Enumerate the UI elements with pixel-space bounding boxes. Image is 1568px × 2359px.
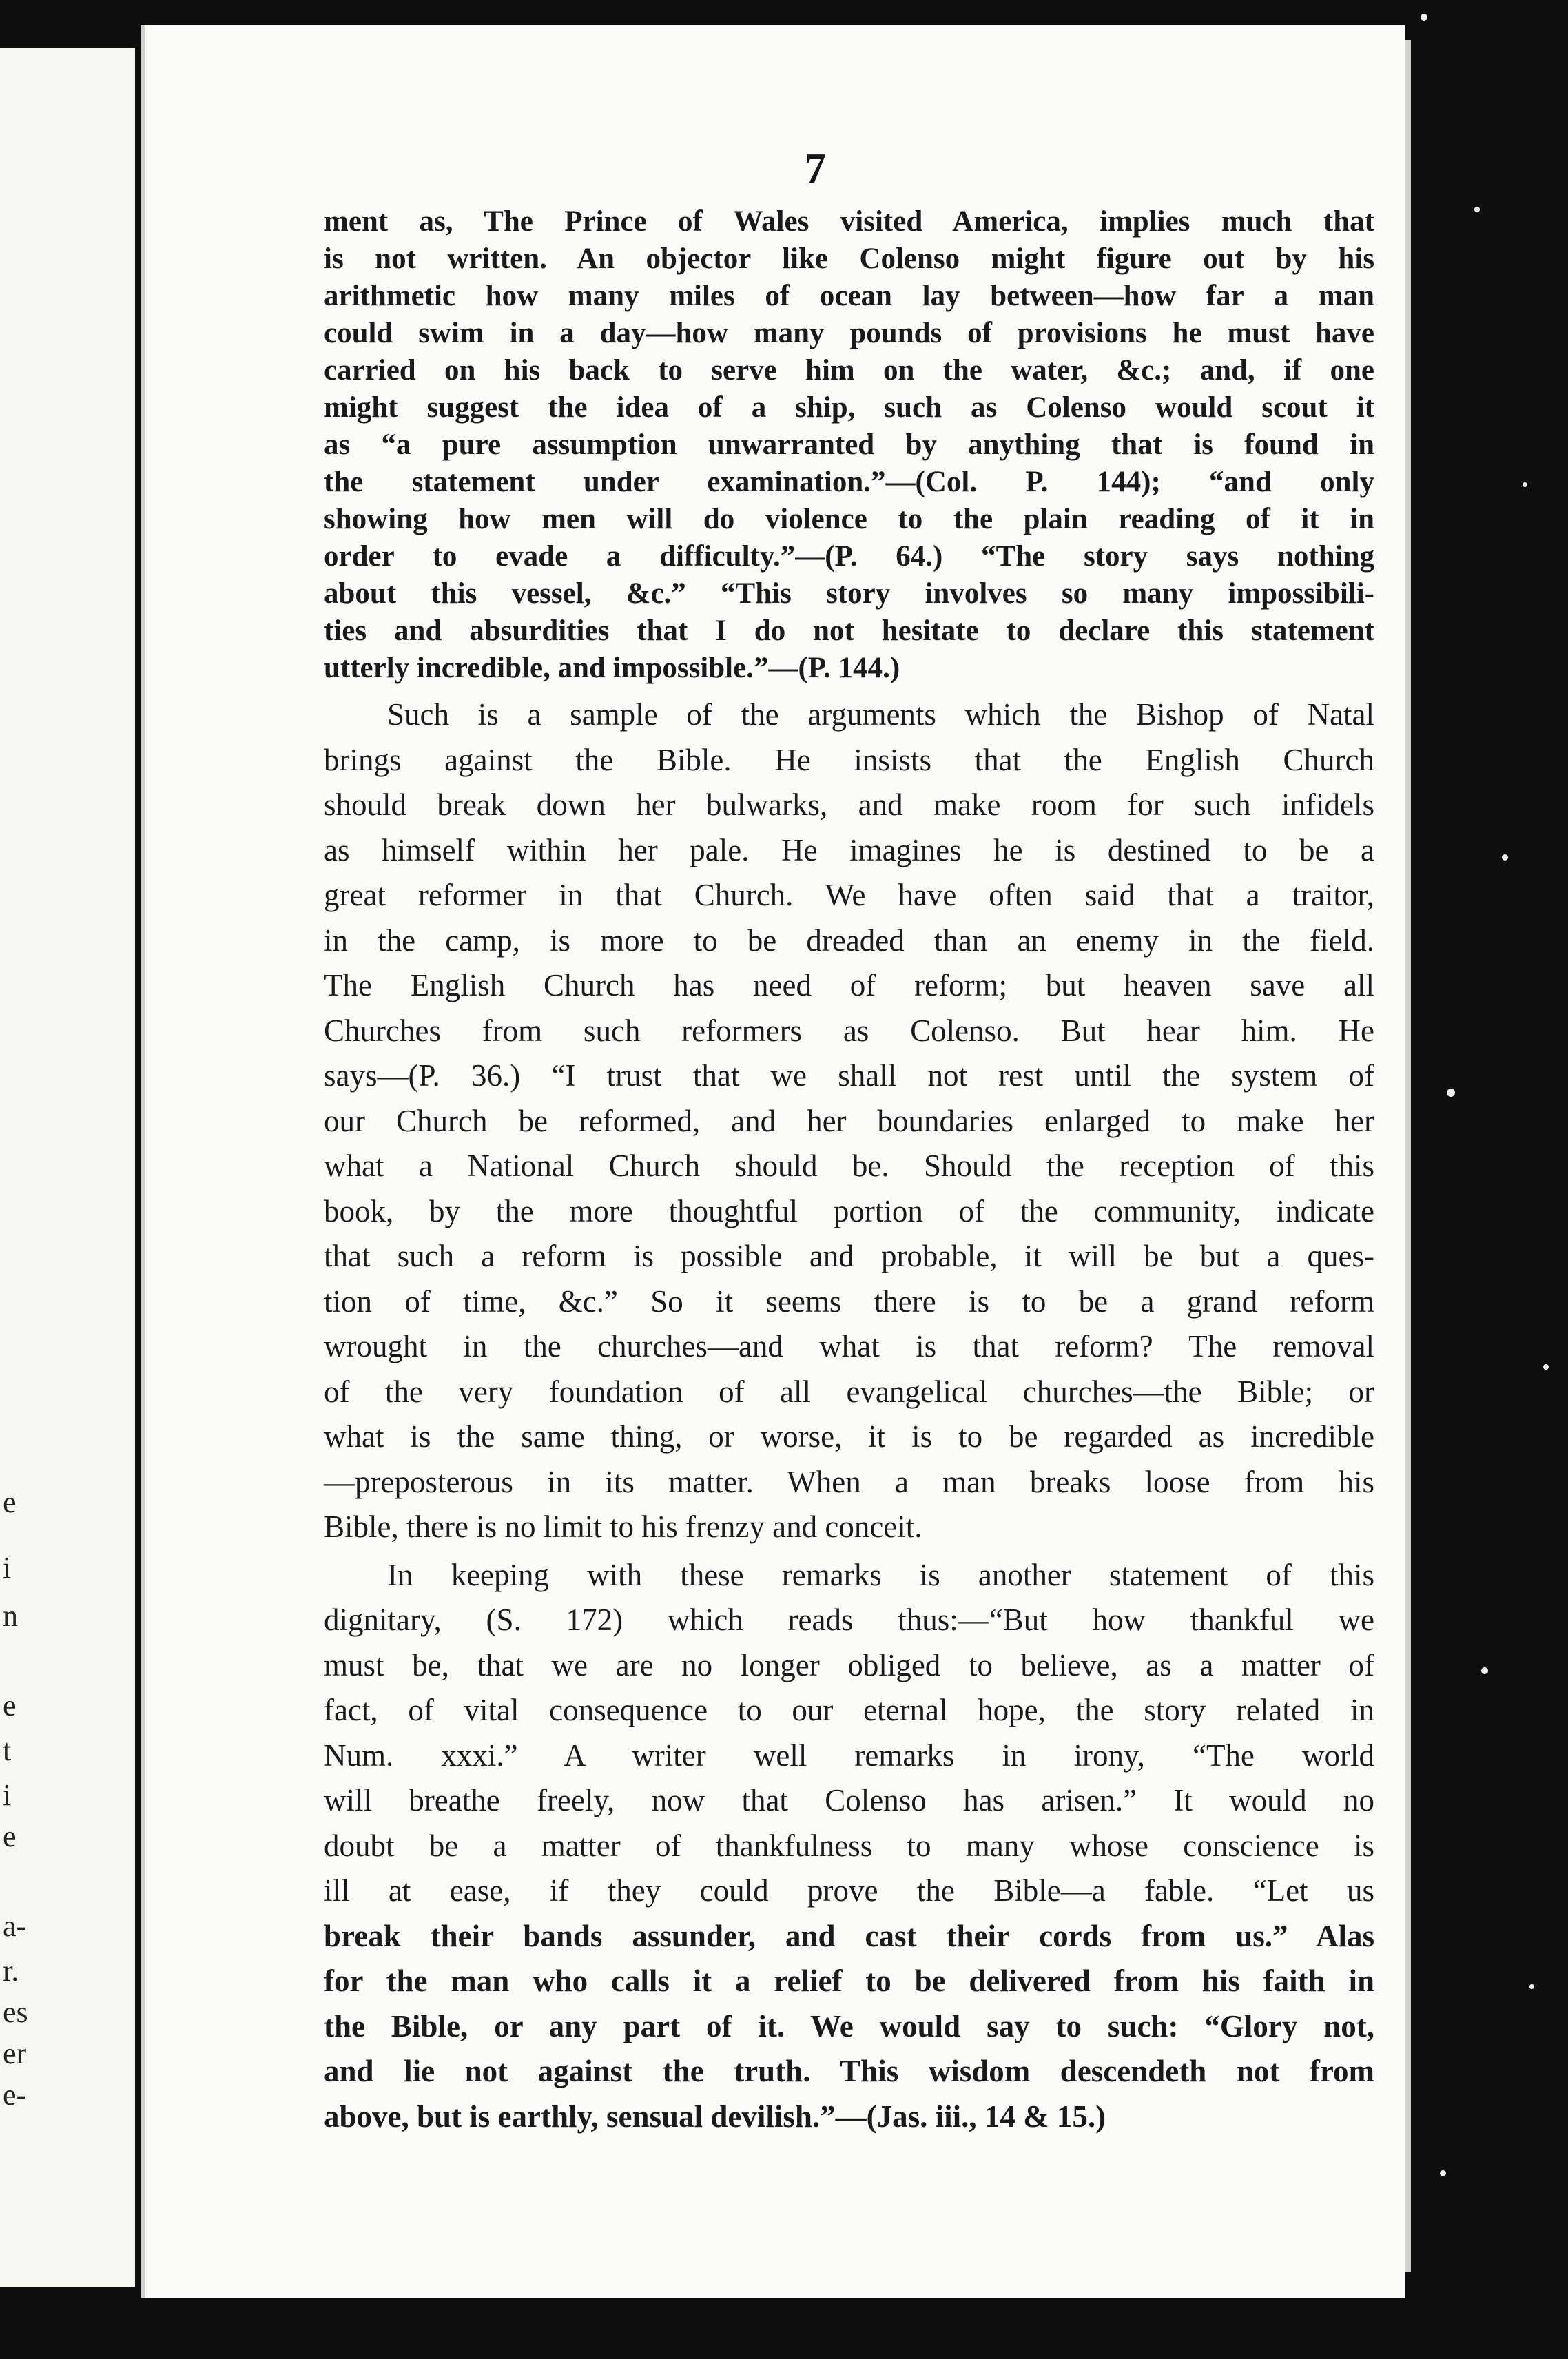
text-line: will breathe freely, now that Colenso has arisen.” It would no [324,1783,1374,1817]
text-line: of the very foundation of all evangelical churches—the Bible; or [324,1374,1374,1409]
left-fragment: er [3,2037,27,2070]
scan-speck [1447,1089,1455,1097]
scan-speck [1543,1364,1549,1370]
text-line: ill at ease, if they could prove the Bible—a fable. “Let us [324,1873,1374,1908]
left-fragment: i [3,1551,12,1585]
text-line: The English Church has need of reform; but heaven save all [324,968,1374,1002]
text-line: order to evade a difficulty.”—(P. 64.) “The story says nothing [324,540,1374,573]
text-line: could swim in a day—how many pounds of provisions he must have [324,317,1374,349]
left-fragment: a- [3,1909,27,1943]
text-line: the statement under examination.”—(Col. P. 144); “and only [324,466,1374,498]
paragraph-3 [324,1553,1374,2140]
text-line: must be, that we are no longer obliged to believe, as a matter of [324,1647,1374,1682]
left-fragment: e [3,1820,17,1853]
text-line: might suggest the idea of a ship, such as Colenso would scout it [324,391,1374,424]
text-line: that such a reform is possible and probable, it will be but a ques- [324,1239,1374,1273]
text-line: —preposterous in its matter. When a man breaks loose from his [324,1464,1374,1499]
scan-speck [1529,1984,1534,1989]
text-line: for the man who calls it a relief to be delivered from his faith in [324,1964,1374,1998]
text-line: great reformer in that Church. We have often said that a traitor, [324,878,1374,912]
text-line: as “a pure assumption unwarranted by anything that is found in [324,429,1374,461]
scan-speck [1421,14,1427,21]
text-line: the Bible, or any part of it. We would say to such: “Glory not, [324,2008,1374,2043]
text-line: above, but is earthly, sensual devilish.”—(Jas. iii., 14 & 15.) [324,2099,1106,2134]
text-line: dignitary, (S. 172) which reads thus:—“But how thankful we [324,1603,1374,1637]
text-line: Churches from such reformers as Colenso. But hear him. He [324,1013,1374,1048]
text-line: Bible, there is no limit to his frenzy and conceit. [324,1510,922,1544]
left-fragment: es [3,1995,28,2029]
text-line: what a National Church should be. Should the reception of this [324,1148,1374,1183]
left-fragment: i [3,1778,12,1812]
text-line: as himself within her pale. He imagines he is destined to be a [324,832,1374,867]
left-fragment: e [3,1485,17,1519]
text-line: break their bands assunder, and cast their cords from us.” Alas [324,1918,1374,1953]
paragraph-1 [324,203,1374,687]
text-line: arithmetic how many miles of ocean lay between—how far a man [324,280,1374,312]
text-line: book, by the more thoughtful portion of the community, indicate [324,1193,1374,1228]
text-line: is not written. An objector like Colenso might figure out by his [324,243,1374,275]
text-line: showing how men will do violence to the plain reading of it in [324,503,1374,535]
text-line: fact, of vital consequence to our eternal hope, the story related in [324,1693,1374,1727]
text-line: in the camp, is more to be dreaded than an enemy in the field. [324,923,1374,958]
text-line: should break down her bulwarks, and make room for such infidels [324,787,1374,822]
text-line: brings against the Bible. He insists that the English Church [324,742,1374,777]
left-fragment: t [3,1733,12,1767]
text-line: ment as, The Prince of Wales visited America, implies much that [324,205,1374,238]
scan-speck [1523,482,1527,487]
text-line: carried on his back to serve him on the water, &c.; and, if one [324,354,1374,387]
left-fragment: r. [3,1954,19,1988]
text-line: and lie not against the truth. This wisdom descendeth not from [324,2054,1374,2088]
text-line: wrought in the churches—and what is that reform? The removal [324,1329,1374,1363]
text-line: about this vessel, &c.” “This story involves so many impossibili- [324,577,1374,610]
left-facing-page [0,48,135,2287]
text-line: Such is a sample of the arguments which the Bishop of Natal [387,697,1374,732]
text-line: tion of time, &c.” So it seems there is to be a grand reform [324,1284,1374,1319]
text-line: In keeping with these remarks is another statement of this [387,1557,1374,1592]
left-page-fragments [0,48,41,2287]
scan-speck [1481,1667,1488,1674]
scan-speck [1440,2170,1446,2176]
scan-speck [1474,207,1480,212]
text-line: our Church be reformed, and her boundaries enlarged to make her [324,1103,1374,1138]
left-fragment: e- [3,2078,27,2112]
text-line: utterly incredible, and impossible.”—(P. 144.) [324,652,900,684]
left-fragment: e [3,1689,17,1722]
text-line: ties and absurdities that I do not hesitate to declare this statement [324,615,1374,647]
left-fragment: n [3,1599,18,1633]
text-line: says—(P. 36.) “I trust that we shall not rest until the system of [324,1058,1374,1093]
text-line: what is the same thing, or worse, it is to be regarded as incredible [324,1419,1374,1454]
text-line: doubt be a matter of thankfulness to many whose conscience is [324,1828,1374,1863]
scan-speck [1502,854,1508,861]
page-number: 7 [805,145,826,192]
page-body-text [324,203,1374,2139]
paragraph-2 [324,692,1374,1550]
text-line: Num. xxxi.” A writer well remarks in irony, “The world [324,1738,1374,1773]
